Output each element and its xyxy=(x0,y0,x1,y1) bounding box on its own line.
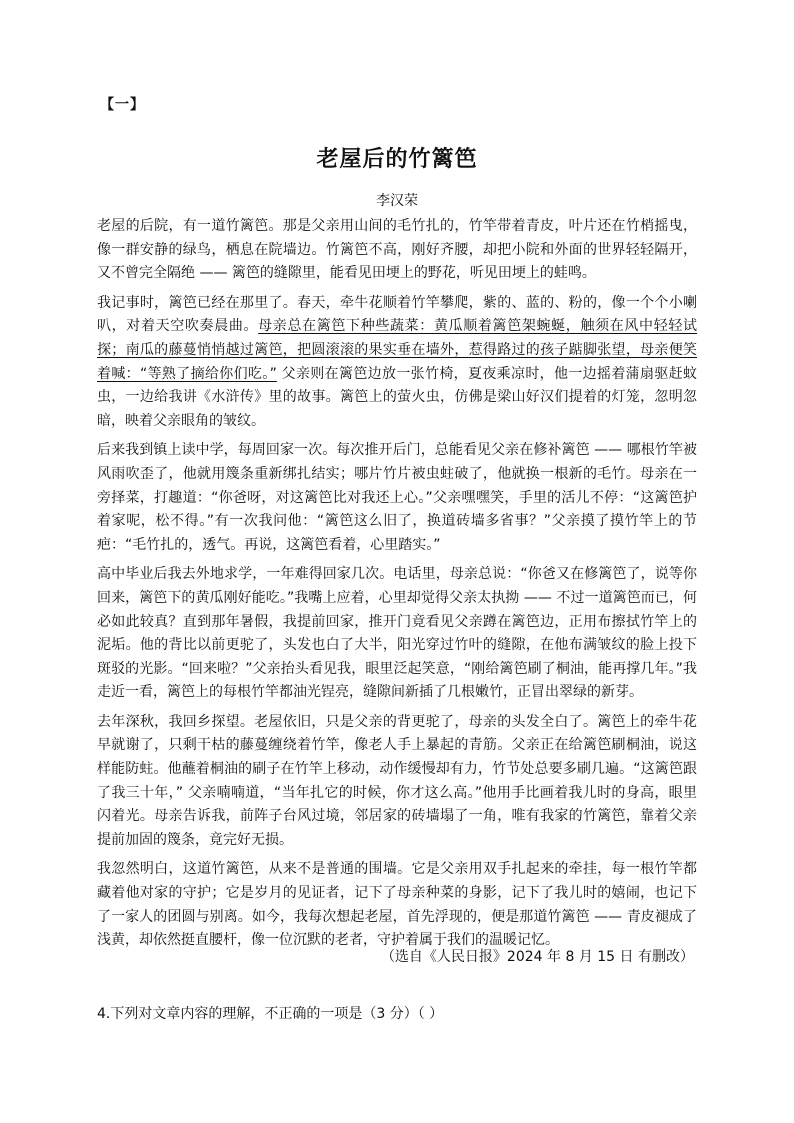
underlined-passage: 母亲总在篱笆下种些蔬菜：黄瓜顺着篱笆架蜿蜒，触须在风中轻轻试探；南瓜的藤蔓悄悄越过篱笆，把圆滚滚的果实垂在墙外，惹得路过的孩子踮脚张望，母亲便笑着喊：“等熟了摘给你们吃。” xyxy=(97,318,698,382)
article-title: 老屋后的竹篱笆 xyxy=(316,147,478,172)
paragraph-2: 我记事时，篱笆已经在那里了。春天，牵牛花顺着竹竿攀爬，紫的、蓝的、粉的，像一个个小喇叭，对着天空吹奏晨曲。母亲总在篱笆下种些蔬菜：黄瓜顺着篱笆架蜿蜒，触须在风中轻轻试探；南瓜的藤蔓悄悄越过篱笆，把圆滚滚的果实垂在墙外，惹得路过的孩子踮脚张望，母亲便笑着喊：“等熟了摘给你们吃。” 父亲则在篱笆边放一张竹椅，夏夜乘凉时，他一边摇着蒲扇驱赶蚊虫，一边给我讲《水浒传》里的故事。篱笆上的萤火虫，仿佛是梁山好汉们提着的灯笼，忽明忽暗，映着父亲眼角的皱纹。 xyxy=(97,294,698,429)
paragraph-1: 老屋的后院，有一道竹篱笆。那是父亲用山间的毛竹扎的，竹竿带着青皮，叶片还在竹梢摇曳，像一群安静的绿鸟，栖息在院墙边。竹篱笆不高，刚好齐腰，却把小院和外面的世界轻轻隔开，又不曾完全隔绝 —— 篱笆的缝隙里，能看见田埂上的野花，听见田埂上的蛙鸣。 xyxy=(97,218,697,282)
question-4: 4.下列对文章内容的理解，不正确的一项是（3 分）（ ） xyxy=(97,1006,444,1022)
article-body xyxy=(97,215,697,959)
paragraph-5: 去年深秋，我回乡探望。老屋依旧，只是父亲的背更驼了，母亲的头发全白了。篱笆上的牵牛花早就谢了，只剩干枯的藤蔓缠绕着竹竿，像老人手上暴起的青筋。父亲正在给篱笆刷桐油，说这样能防蛀。他蘸着桐油的刷子在竹竿上移动，动作缓慢却有力，竹节处总要多刷几遍。“这篱笆跟了我三十年，” 父亲喃喃道，“当年扎它的时候，你才这么高。”他用手比画着我儿时的身高，眼里闪着光。母亲告诉我，前阵子台风过境，邻居家的砖墙塌了一角，唯有我家的竹篱笆，靠着父亲提前加固的篾条，竟完好无损。 xyxy=(97,713,697,848)
paragraph-3: 后来我到镇上读中学，每周回家一次。每次推开后门，总能看见父亲在修补篱笆 —— 哪根竹竿被风雨吹歪了，他就用篾条重新绑扎结实；哪片竹片被虫蛀破了，他就换一根新的毛竹。母亲在一旁择菜，打趣道：“你爸呀，对这篱笆比对我还上心。”父亲嘿嘿笑，手里的活儿不停：“这篱笆护着家呢，松不得。”有一次我问他：“篱笆这么旧了，换道砖墙多省事？”父亲摸了摸竹竿上的节疤：“毛竹扎的，透气。再说，这篱笆看着，心里踏实。” xyxy=(97,442,697,553)
source-citation: （选自《人民日报》2024 年 8 月 15 日 有删改） xyxy=(380,949,694,965)
paragraph-4: 高中毕业后我去外地求学，一年难得回家几次。电话里，母亲总说：“你爸又在修篱笆了，说等你回来，篱笆下的黄瓜刚好能吃。”我嘴上应着，心里却觉得父亲太执拗 —— 不过一道篱笆而已，何必如此较真？直到那年暑假，我提前回家，推开门竟看见父亲蹲在篱笆边，正用布擦拭竹竿上的泥垢。他的背比以前更驼了，头发也白了大半，阳光穿过竹叶的缝隙，在他布满皱纹的脸上投下斑驳的光影。“回来啦？”父亲抬头看见我，眼里泛起笑意，“刚给篱笆刷了桐油，能再撑几年。”我走近一看，篱笆上的每根竹竿都油光锃亮，缝隙间新插了几根嫩竹，正冒出翠绿的新芽。 xyxy=(97,566,697,701)
section-label: 【一】 xyxy=(100,97,145,113)
article-author: 李汉荣 xyxy=(376,193,418,209)
paragraph-6: 我忽然明白，这道竹篱笆，从来不是普通的围墙。它是父亲用双手扎起来的牵挂，每一根竹竿都藏着他对家的守护；它是岁月的见证者，记下了母亲种菜的身影，记下了我儿时的嬉闹，也记下了一家人的团圆与别离。如今，我每次想起老屋，首先浮现的，便是那道竹篱笆 —— 青皮褪成了浅黄，却依然挺直腰杆，像一位沉默的老者，守护着属于我们的温暖记忆。 xyxy=(97,861,697,949)
